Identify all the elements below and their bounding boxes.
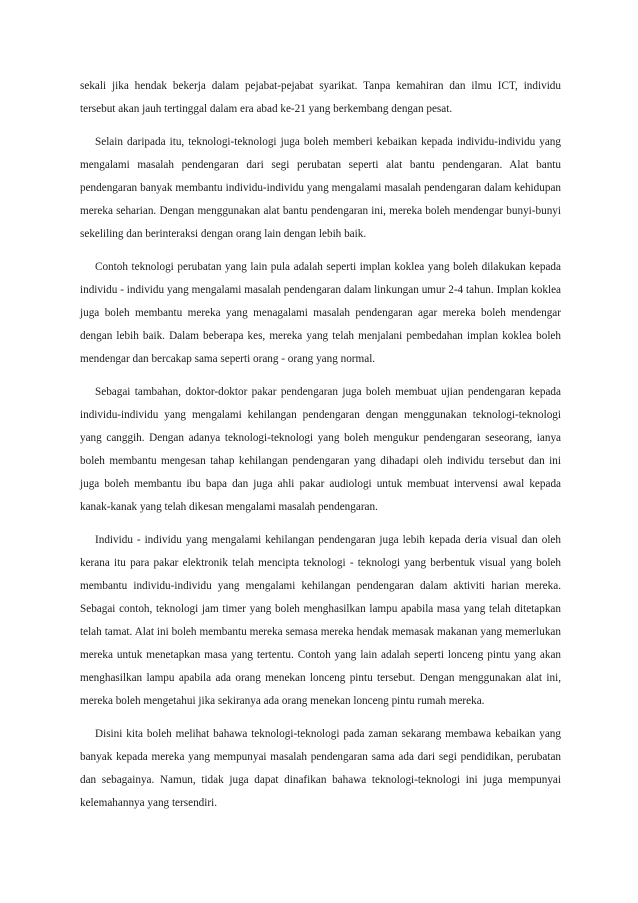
paragraph-hearing-aids: Selain daripada itu, teknologi-teknologi juga boleh memberi kebaikan kepada individu-individu yang mengalami masalah pendengaran dari segi perubatan seperti alat bantu pendengaran. Alat bantu pendengaran banyak membantu individu-individu yang mengalami masalah pendengaran dalam kehidupan mereka seharian. Dengan menggunakan alat bantu pendengaran ini, mereka boleh mendengar bunyi-bunyi sekeliling dan berinteraksi dengan orang lain dengan lebih baik.	[80, 135, 561, 241]
paragraph-visual-technology: Individu - individu yang mengalami kehilangan pendengaran juga lebih kepada deria visual dan oleh kerana itu para pakar elektronik telah mencipta teknologi - teknologi yang berbentuk visual yang boleh membantu individu-individu yang mengalami kehilangan pendengaran dalam aktiviti harian mereka. Sebagai contoh, teknologi jam timer yang boleh menghasilkan lampu apabila masa yang telah ditetapkan telah tamat. Alat ini boleh membantu mereka semasa mereka hendak memasak makanan yang memerlukan mereka untuk menetapkan masa yang tertentu. Contoh yang lain adalah seperti lonceng pintu yang akan menghasilkan lampu apabila ada orang menekan lonceng pintu tersebut. Dengan menggunakan alat ini, mereka boleh mengetahui jika sekiranya ada orang menekan lonceng pintu rumah mereka.	[80, 533, 561, 708]
paragraph-conclusion: Disini kita boleh melihat bahawa teknologi-teknologi pada zaman sekarang membawa kebaikan yang banyak kepada mereka yang mempunyai masalah pendengaran sama ada dari segi pendidikan, perubatan dan sebagainya. Namun, tidak juga dapat dinafikan bahawa teknologi-teknologi ini juga mempunyai kelemahannya yang tersendiri.	[80, 727, 561, 810]
document-page	[80, 75, 561, 825]
paragraph-cochlear-implant: Contoh teknologi perubatan yang lain pula adalah seperti implan koklea yang boleh dilakukan kepada individu - individu yang mengalami masalah pendengaran dalam linkungan umur 2-4 tahun. Implan koklea juga boleh membantu mereka yang menagalami masalah pendengaran agar mereka boleh mendengar dengan lebih baik. Dalam beberapa kes, mereka yang telah menjalani pembedahan implan koklea boleh mendengar dan bercakap sama seperti orang - orang yang normal.	[80, 260, 561, 366]
paragraph-hearing-tests: Sebagai tambahan, doktor-doktor pakar pendengaran juga boleh membuat ujian pendengaran kepada individu-individu yang mengalami kehilangan pendengaran dengan menggunakan teknologi-teknologi yang canggih. Dengan adanya teknologi-teknologi yang boleh mengukur pendengaran seseorang, ianya boleh membantu mengesan tahap kehilangan pendengaran yang dihadapi oleh individu tersebut dan ini juga boleh membantu ibu bapa dan juga ahli pakar audiologi untuk membuat intervensi awal kepada kanak-kanak yang telah dikesan mengalami masalah pendengaran.	[80, 385, 561, 514]
paragraph-continuation: sekali jika hendak bekerja dalam pejabat-pejabat syarikat. Tanpa kemahiran dan ilmu ICT, individu tersebut akan jauh tertinggal dalam era abad ke-21 yang berkembang dengan pesat.	[80, 80, 561, 116]
